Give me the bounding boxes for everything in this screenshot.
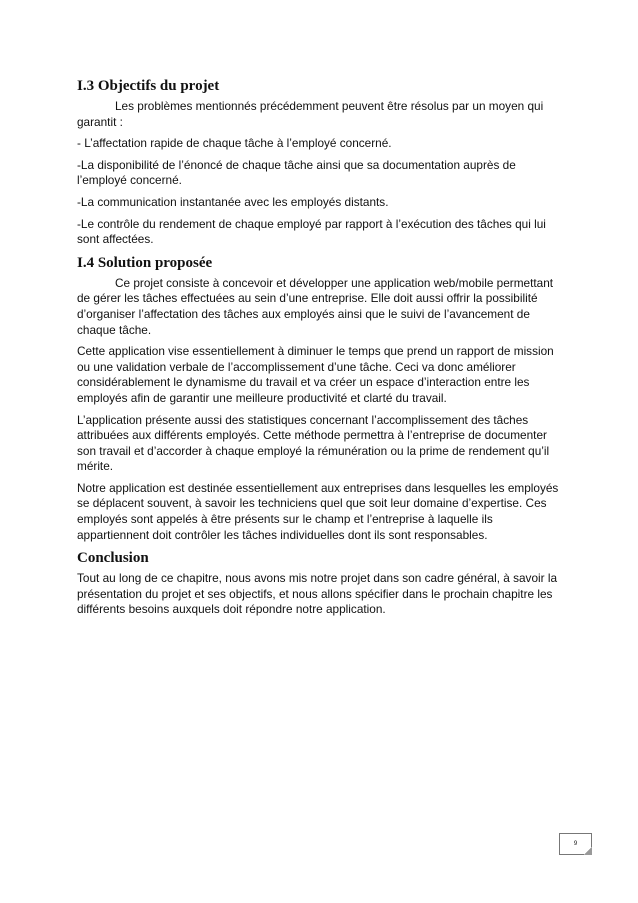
page-fold-corner: [584, 847, 592, 855]
section-3-intro: Les problèmes mentionnés précédemment peuvent être résolus par un moyen qui garantit :: [77, 99, 544, 129]
conclusion-paragraph: Tout au long de ce chapitre, nous avons mis notre projet dans son cadre général, à savoir la présentation du projet et ses objectifs, et nous allons spécifier dans le prochain chapitre les différents besoins auxquels doit répondre notre application.: [77, 571, 558, 617]
objective-item-1: - L’affectation rapide de chaque tâche à l’employé concerné.: [77, 136, 392, 151]
solution-paragraph-1: Ce projet consiste à concevoir et développer une application web/mobile permettant de gérer les tâches effectuées au sein d’une entreprise. Elle doit aussi offrir la possibilité d’organiser l’affectation des tâches aux employés ainsi que le suivi de l’avancement de chaque tâche.: [77, 275, 554, 337]
page-number-box: [559, 833, 592, 855]
section-3-heading: I.3 Objectifs du projet: [77, 78, 220, 94]
objective-item-2: -La disponibilité de l’énoncé de chaque tâche ainsi que sa documentation auprès de l’employé concerné.: [77, 157, 516, 188]
solution-paragraph-4: Notre application est destinée essentiellement aux entreprises dans lesquelles les employés se déplacent souvent, à savoir les techniciens quel que soit leur domaine d’expertise. Ces employés sont appelés à être présents sur le champ et l’entreprise à laquelle ils appartiennent doit contrôler les tâches individuelles dont ils sont responsables.: [77, 480, 559, 542]
solution-paragraph-3: L’application présente aussi des statistiques concernant l’accomplissement des tâches attribuées aux différents employés. Cette méthode permettra à l’entreprise de documenter son travail et d’accorder à chaque employé la rémunération ou la prime de rendement qu’il mérite.: [77, 412, 550, 474]
conclusion-heading: Conclusion: [77, 550, 149, 567]
objective-item-3: -La communication instantanée avec les employés distants.: [77, 194, 389, 209]
section-4-heading: I.4 Solution proposée: [77, 254, 213, 271]
document-page: [77, 77, 565, 624]
page-number: 9: [573, 841, 578, 847]
objective-item-4: -Le contrôle du rendement de chaque employé par rapport à l’exécution des tâches qui lui sont affectées.: [77, 216, 546, 247]
solution-paragraph-2: Cette application vise essentiellement à diminuer le temps que prend un rapport de mission ou une validation verbale de l’accomplissement d’une tâche. Ceci va donc améliorer considérablement le dynamisme du travail et va créer un espace d’interaction entre les employés afin de garantir une meilleure productivité et clarté du travail.: [77, 344, 554, 405]
